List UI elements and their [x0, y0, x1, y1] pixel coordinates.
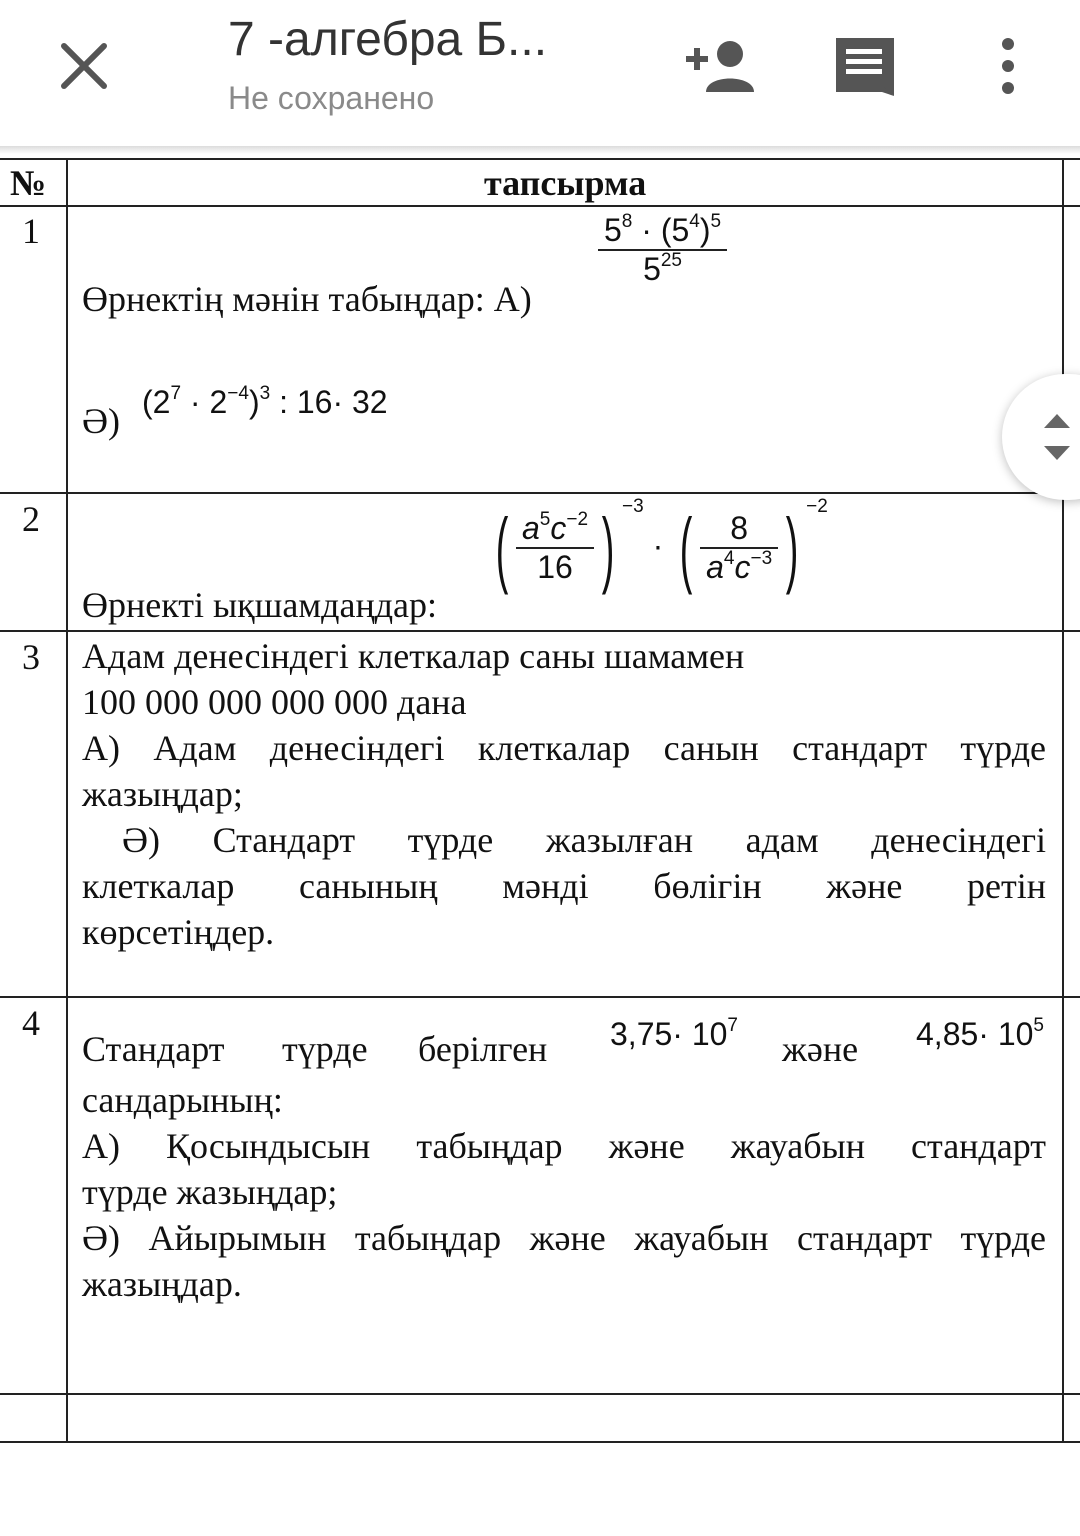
fraction: $\frac{8}{a^4c^{-3}}$ — [700, 510, 778, 586]
text-line: түрде жазыңдар; — [82, 1172, 338, 1212]
header-number: № — [10, 163, 47, 203]
scroll-arrows — [1022, 374, 1080, 500]
app-bar — [0, 0, 1080, 146]
share-button[interactable] — [682, 36, 758, 96]
text-line: жазыңдар. — [82, 1264, 242, 1304]
task-4-word: түрде — [282, 1029, 368, 1069]
text-line: Ә) Айырымын табыңдар және жауабын стандарт түрде — [82, 1218, 1046, 1258]
text-line: Адам денесіндегі клеткалар саны шамамен — [82, 636, 745, 676]
table-header-divider — [0, 205, 1080, 207]
numerator: $5^8 \cdot (5^4)^5$ — [604, 211, 722, 248]
fraction — [598, 212, 727, 288]
row-divider — [0, 630, 1080, 632]
row-number: 1 — [22, 211, 40, 251]
table-border-top — [0, 158, 1080, 160]
text-line: А) Адам денесіндегі клеткалар санын стандарт түрде — [82, 728, 1046, 768]
task-4-word: берілген — [418, 1029, 548, 1069]
row-number: 3 — [22, 637, 40, 677]
fraction: $\frac{a^5c^{-2}}{16}$ — [516, 510, 594, 586]
arrow-down-icon — [1044, 446, 1070, 460]
expression-2: ( $\frac{a^5c^{-2}}{16}$ ) $^{-3}$ · ( $\frac{8}{a^4c^{-3}}$ ) $^{-2}$ — [495, 496, 828, 595]
expression-1b: $(2^7 \cdot 2^{-4})^3$ : 16· 32 — [142, 383, 388, 420]
expression-1a — [598, 212, 727, 288]
text-line: жазыңдар; — [82, 774, 243, 814]
text-line: клеткалар санының мәнді бөлігін және ретін — [82, 866, 1046, 906]
save-status: Не сохранено — [228, 80, 435, 116]
arrow-up-icon — [1044, 414, 1070, 428]
text-line: көрсетіңдер. — [82, 912, 275, 952]
header-task: тапсырма — [484, 163, 647, 203]
table-border-bottom — [0, 1441, 1080, 1443]
comment-icon — [832, 34, 898, 100]
app-bar-shadow — [0, 146, 1080, 154]
column-divider — [1062, 158, 1064, 1443]
row-divider — [0, 492, 1080, 494]
text-line: 100 000 000 000 000 дана — [82, 682, 467, 722]
close-icon — [52, 34, 116, 98]
scroll-button[interactable] — [1002, 374, 1080, 500]
number-1: $3,75\cdot 10^7$ — [610, 1015, 738, 1052]
text-line: А) Қосындысын табыңдар және жауабын стандарт — [82, 1126, 1046, 1166]
task-4-word: Стандарт — [82, 1029, 225, 1069]
number-2: $4,85\cdot 10^5$ — [916, 1015, 1044, 1052]
row-number: 2 — [22, 499, 40, 539]
more-options-button[interactable] — [990, 36, 1026, 96]
document-title[interactable]: 7 -алгебра Б... — [228, 13, 548, 66]
task-2-label: Өрнекті ықшамдаңдар: — [82, 585, 438, 625]
row-divider — [0, 996, 1080, 998]
more-vert-icon — [990, 36, 1026, 96]
task-1a-label: Өрнектің мәнін табыңдар: А) — [82, 279, 532, 319]
column-divider — [66, 158, 68, 1443]
comments-button[interactable] — [832, 34, 898, 100]
denominator: $5^{25}$ — [598, 249, 727, 288]
task-4-word: және — [782, 1029, 859, 1069]
row-divider — [0, 1393, 1080, 1395]
text-line: сандарының: — [82, 1080, 283, 1120]
text-line: Ә) Стандарт түрде жазылған адам денесіндегі — [122, 820, 1046, 860]
task-1b-label: Ә) — [82, 401, 120, 441]
close-button[interactable] — [52, 34, 116, 98]
row-number: 4 — [22, 1003, 40, 1043]
task-4-text — [82, 1077, 1046, 1307]
add-person-icon — [682, 36, 758, 96]
task-3-text — [82, 633, 1046, 955]
